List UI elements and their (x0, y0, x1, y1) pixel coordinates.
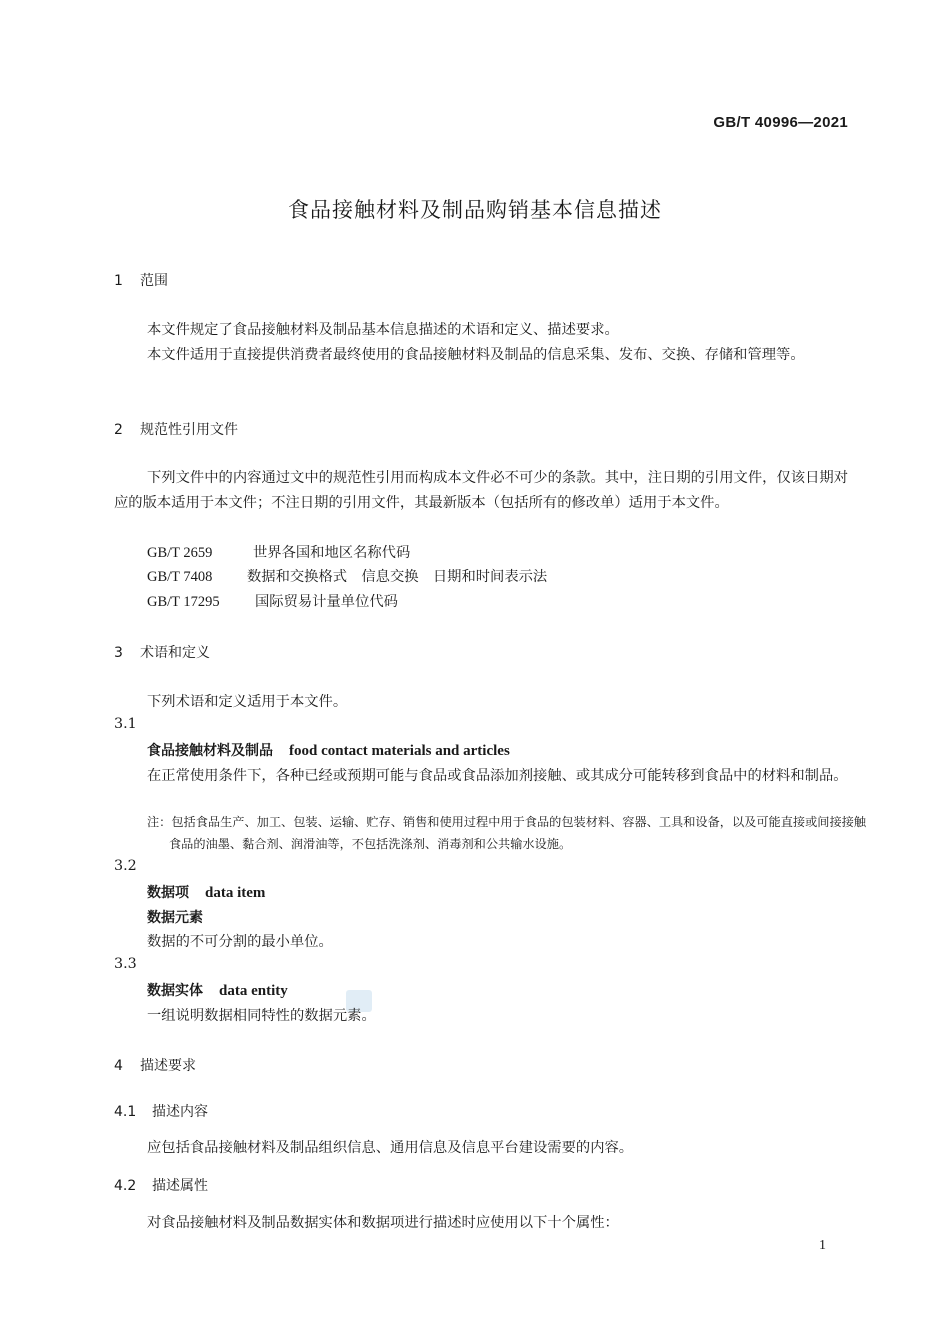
reference-code: GB/T 17295 (147, 594, 220, 610)
section-4-heading (114, 1055, 196, 1075)
term-en: data entity (219, 983, 288, 999)
standard-number: GB/T 40996—2021 (713, 114, 848, 131)
document-title: 食品接触材料及制品购销基本信息描述 (288, 198, 662, 222)
term-alt-zh: 数据元素 (147, 910, 203, 926)
section-title: 描述属性 (152, 1178, 208, 1194)
reference-code: GB/T 7408 (147, 569, 213, 585)
term-number: 3.1 (114, 716, 137, 732)
reference-code: GB/T 2659 (147, 545, 213, 561)
term-en: food contact materials and articles (289, 743, 510, 759)
reference-title: 国际贸易计量单位代码 (255, 594, 398, 610)
term-zh: 食品接触材料及制品 (147, 743, 273, 759)
section-3-paragraph: 下列术语和定义适用于本文件。 (147, 694, 348, 710)
section-number: 1 (114, 273, 123, 289)
section-4-1-paragraph: 应包括食品接触材料及制品组织信息、通用信息及信息平台建设需要的内容。 (147, 1140, 634, 1156)
reference-title: 世界各国和地区名称代码 (253, 545, 411, 561)
section-2-paragraph: 下列文件中的内容通过文中的规范性引用而构成本文件必不可少的条款。其中，注日期的引用文件，仅该日期对应的版本适用于本文件；不注日期的引用文件，其最新版本（包括所有的修改单）适用于本文件。 (114, 470, 848, 511)
section-4-2-heading (114, 1175, 208, 1195)
section-2-heading (114, 419, 238, 439)
term-zh: 数据项 (147, 885, 189, 901)
section-title: 描述要求 (140, 1058, 196, 1074)
term-en: data item (205, 885, 266, 901)
section-number: 4.1 (114, 1104, 137, 1120)
term-note: 注：包括食品生产、加工、包装、运输、贮存、销售和使用过程中用于食品的包装材料、容器、工具和设备，以及可能直接或间接接触食品的油墨、黏合剂、润滑油等，不包括洗涤剂、消毒剂和公共输水设施。 (147, 815, 867, 851)
section-number: 4.2 (114, 1178, 137, 1194)
reference-item (147, 566, 547, 586)
section-title: 范围 (140, 273, 168, 289)
section-1-heading (114, 270, 168, 290)
section-title: 描述内容 (152, 1104, 208, 1120)
reference-item (147, 591, 398, 611)
section-title: 规范性引用文件 (140, 422, 238, 438)
term-number: 3.3 (114, 956, 137, 972)
term-number: 3.2 (114, 858, 137, 874)
page-number: 1 (819, 1238, 826, 1253)
term-heading (147, 882, 265, 902)
section-number: 4 (114, 1058, 123, 1074)
section-3-heading (114, 642, 210, 662)
term-definition: 一组说明数据相同特性的数据元素。 (147, 1008, 376, 1024)
term-heading (147, 740, 510, 760)
term-alternative (147, 907, 203, 927)
section-number: 2 (114, 422, 123, 438)
term-definition: 在正常使用条件下，各种已经或预期可能与食品或食品添加剂接触、或其成分可能转移到食品中的材料和制品。 (147, 768, 848, 784)
term-zh: 数据实体 (147, 983, 203, 999)
section-1-paragraph-2: 本文件适用于直接提供消费者最终使用的食品接触材料及制品的信息采集、发布、交换、存储和管理等。 (147, 347, 805, 363)
reference-title: 数据和交换格式 信息交换 日期和时间表示法 (247, 569, 548, 585)
section-1-paragraph-1: 本文件规定了食品接触材料及制品基本信息描述的术语和定义、描述要求。 (147, 322, 619, 338)
section-number: 3 (114, 645, 123, 661)
section-title: 术语和定义 (140, 645, 210, 661)
reference-item (147, 542, 410, 562)
term-definition: 数据的不可分割的最小单位。 (147, 934, 333, 950)
section-4-2-paragraph: 对食品接触材料及制品数据实体和数据项进行描述时应使用以下十个属性： (147, 1215, 619, 1231)
term-heading (147, 980, 288, 1000)
section-4-1-heading (114, 1101, 208, 1121)
